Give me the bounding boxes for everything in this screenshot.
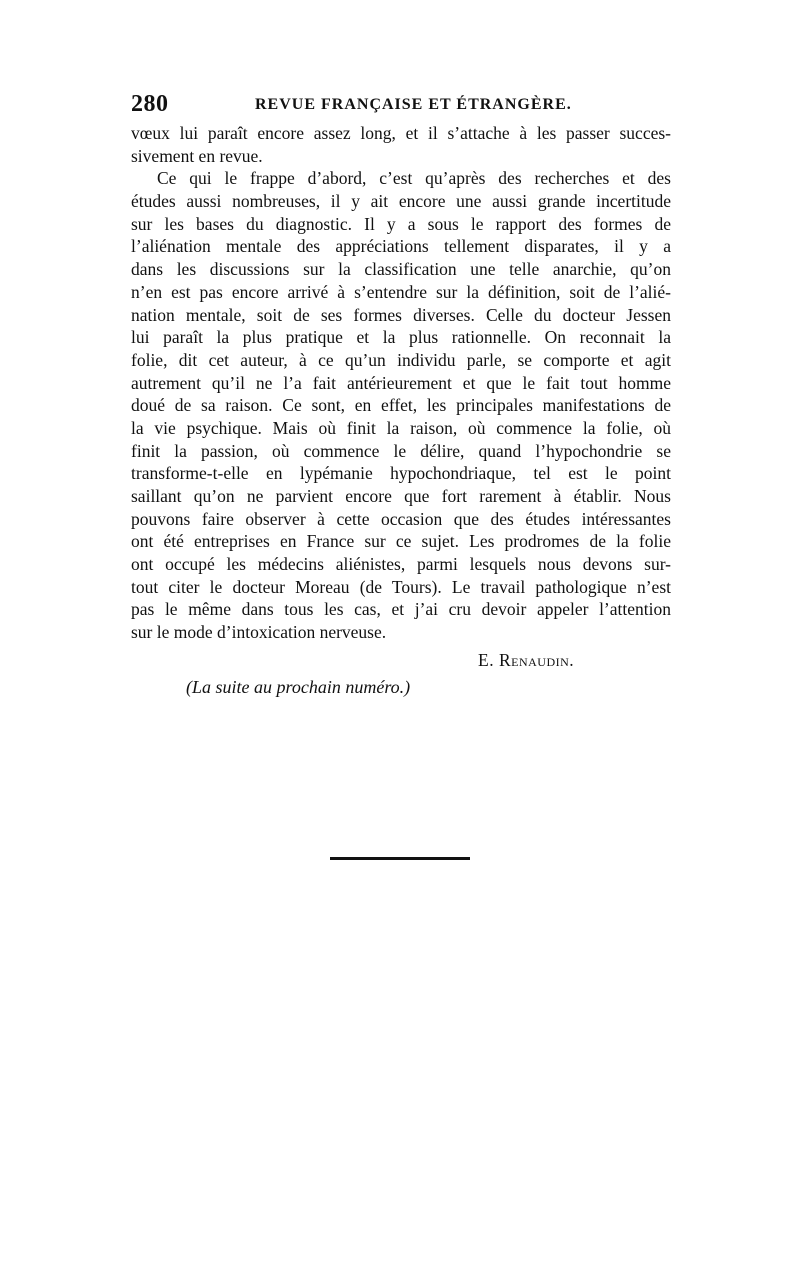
text-line: sivement en revue. xyxy=(131,145,263,166)
text-line: ont occupé les médecins aliénistes, parmi lesquels nous devons sur- xyxy=(131,554,671,575)
text-line: folie, dit cet auteur, à ce qu’un individu parle, se comporte et agit xyxy=(131,349,671,370)
continuation-note: (La suite au prochain numéro.) xyxy=(186,677,411,697)
text-line: finit la passion, où commence le délire, quand l’hypochondrie se xyxy=(131,440,671,461)
text-line: sur le mode d’intoxication nerveuse. xyxy=(131,622,387,643)
author-signature xyxy=(478,650,574,671)
text-line: lui paraît la plus pratique et la plus rationnelle. On reconnait la xyxy=(131,327,671,348)
text-line: vœux lui paraît encore assez long, et il s’attache à les passer succes- xyxy=(131,123,671,143)
text-line: autrement qu’il ne l’a fait antérieurement et que le fait tout homme xyxy=(131,372,671,393)
text-line: pas le même dans tous les cas, et j’ai cru devoir appeler l’attention xyxy=(131,599,671,620)
section-divider xyxy=(330,857,470,860)
text-line: pouvons faire observer à cette occasion que des études intéressantes xyxy=(131,508,671,529)
text-line: ont été entreprises en France sur ce sujet. Les prodromes de la folie xyxy=(131,531,671,552)
text-line: saillant qu’on ne parvient encore que fort rarement à établir. Nous xyxy=(131,486,671,506)
running-title: REVUE FRANÇAISE ET ÉTRANGÈRE. xyxy=(255,96,572,113)
text-line: tout citer le docteur Moreau (de Tours). Le travail pathologique n’est xyxy=(131,576,671,597)
page-number: 280 xyxy=(131,91,169,117)
text-line: Ce qui le frappe d’abord, c’est qu’après des recherches et des xyxy=(157,168,671,189)
text-line: transforme-t-elle en lypémanie hypochondriaque, tel est le point xyxy=(131,463,671,484)
text-line: doué de sa raison. Ce sont, en effet, les principales manifestations de xyxy=(131,395,671,416)
text-line: sur les bases du diagnostic. Il y a sous le rapport des formes de xyxy=(131,213,671,234)
author-initial: E. xyxy=(478,650,495,670)
body-text xyxy=(131,122,671,644)
text-line: nation mentale, soit de ses formes diverses. Celle du docteur Jessen xyxy=(131,304,671,325)
text-line: dans les discussions sur la classification une telle anarchie, qu’on xyxy=(131,259,671,280)
text-line: études aussi nombreuses, il y ait encore une aussi grande incertitude xyxy=(131,191,671,212)
text-line: l’aliénation mentale des appréciations tellement disparates, il y a xyxy=(131,236,671,257)
author-surname: Renaudin. xyxy=(498,650,575,670)
text-line: n’en est pas encore arrivé à s’entendre sur la définition, soit de l’alié- xyxy=(131,281,671,302)
text-line: la vie psychique. Mais où finit la raison, où commence la folie, où xyxy=(131,417,671,438)
